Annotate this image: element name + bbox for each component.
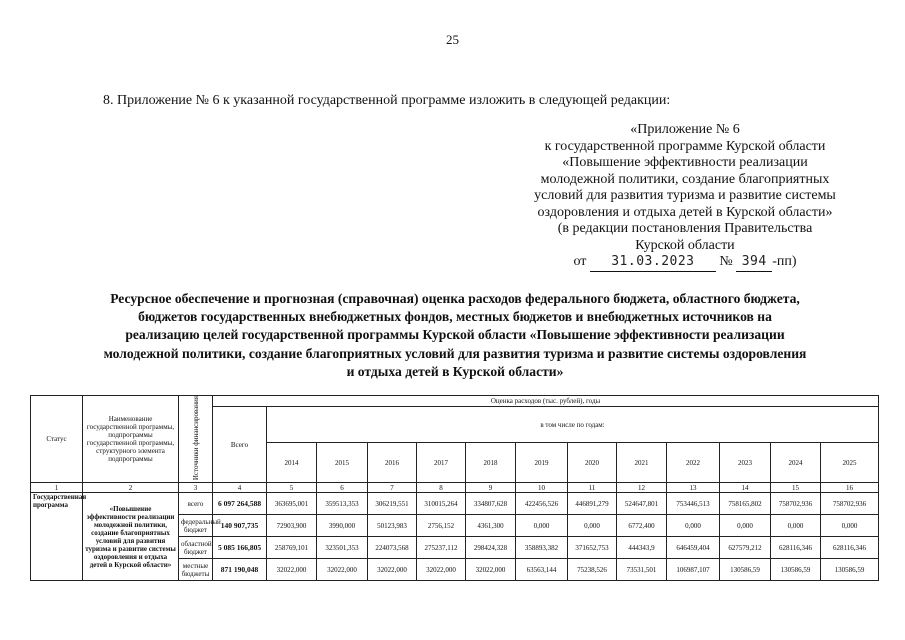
header-name: Наименование государственной программы, подпрограммы государственной программы, структурного элемента подпрограммы xyxy=(83,396,179,483)
header-year: 2019 xyxy=(516,443,568,483)
column-number: 1 xyxy=(31,483,83,493)
page-number: 25 xyxy=(446,32,459,47)
year-value-cell: 0,000 xyxy=(568,515,617,537)
intro-paragraph: 8. Приложение № 6 к указанной государственной программе изложить в следующей редакции: xyxy=(103,93,671,108)
column-number: 8 xyxy=(417,483,466,493)
total-cell: 5 085 166,805 xyxy=(213,537,267,559)
year-value-cell: 628116,346 xyxy=(771,537,821,559)
header-sources xyxy=(179,396,213,483)
document-title xyxy=(40,290,870,381)
column-number: 6 xyxy=(317,483,368,493)
program-name-cell: «Повышение эффективности реализации молодежной политики, создание благоприятных условий для развития туризма и развитие системы оздоровления и отдыха детей в Курской области» xyxy=(83,493,179,581)
column-number-row xyxy=(31,483,879,493)
year-value-cell: 72903,900 xyxy=(267,515,317,537)
date-prefix: от xyxy=(573,254,587,269)
year-value-cell: 524647,801 xyxy=(617,493,667,515)
column-number: 3 xyxy=(179,483,213,493)
budget-table xyxy=(30,395,879,581)
year-value-cell: 224073,568 xyxy=(368,537,417,559)
appendix-line: к государственной программе Курской области xyxy=(544,138,826,154)
number-prefix: № xyxy=(719,254,733,269)
header-by-years: в том числе по годам: xyxy=(267,407,879,443)
year-value-cell: 73531,501 xyxy=(617,559,667,581)
header-year: 2025 xyxy=(821,443,879,483)
year-value-cell: 75238,526 xyxy=(568,559,617,581)
year-value-cell: 371652,753 xyxy=(568,537,617,559)
decree-reference xyxy=(500,254,870,272)
appendix-line: оздоровления и отдыха детей в Курской области» xyxy=(537,204,833,220)
year-value-cell: 50123,983 xyxy=(368,515,417,537)
year-value-cell: 32022,000 xyxy=(368,559,417,581)
column-number: 10 xyxy=(516,483,568,493)
year-value-cell: 646459,404 xyxy=(667,537,720,559)
column-number: 9 xyxy=(466,483,516,493)
appendix-line: «Приложение № 6 xyxy=(630,122,740,137)
header-year: 2020 xyxy=(568,443,617,483)
year-value-cell: 358893,382 xyxy=(516,537,568,559)
column-number: 5 xyxy=(267,483,317,493)
source-cell: федеральный бюджет xyxy=(179,515,213,537)
year-value-cell: 306219,551 xyxy=(368,493,417,515)
year-value-cell: 444343,9 xyxy=(617,537,667,559)
header-year: 2017 xyxy=(417,443,466,483)
year-value-cell: 0,000 xyxy=(667,515,720,537)
year-value-cell: 32022,000 xyxy=(267,559,317,581)
year-value-cell: 3990,000 xyxy=(317,515,368,537)
source-cell: всего xyxy=(179,493,213,515)
number-suffix: -пп) xyxy=(772,254,797,269)
year-value-cell: 310015,264 xyxy=(417,493,466,515)
year-value-cell: 4361,300 xyxy=(466,515,516,537)
header-sources-label: Источники финансирования xyxy=(191,396,200,481)
year-value-cell: 359513,353 xyxy=(317,493,368,515)
year-value-cell: 758165,802 xyxy=(720,493,771,515)
status-cell: Государственная программа xyxy=(31,493,83,581)
column-number: 16 xyxy=(821,483,879,493)
year-value-cell: 32022,000 xyxy=(417,559,466,581)
header-year: 2015 xyxy=(317,443,368,483)
decree-number: 394 xyxy=(736,254,772,272)
year-value-cell: 0,000 xyxy=(516,515,568,537)
year-value-cell: 334807,628 xyxy=(466,493,516,515)
total-cell: 871 190,048 xyxy=(213,559,267,581)
column-number: 7 xyxy=(368,483,417,493)
title-line: и отдыха детей в Курской области» xyxy=(346,363,564,379)
year-value-cell: 753446,513 xyxy=(667,493,720,515)
title-line: бюджетов государственных внебюджетных фондов, местных бюджетов и внебюджетных источников на xyxy=(138,309,772,325)
appendix-line: (в редакции постановления Правительства xyxy=(557,221,813,236)
decree-date: 31.03.2023 xyxy=(590,254,716,272)
column-number: 12 xyxy=(617,483,667,493)
year-value-cell: 130586,59 xyxy=(821,559,879,581)
total-cell: 6 097 264,588 xyxy=(213,493,267,515)
column-number: 14 xyxy=(720,483,771,493)
year-value-cell: 446891,279 xyxy=(568,493,617,515)
year-value-cell: 2756,152 xyxy=(417,515,466,537)
header-total: Всего xyxy=(213,407,267,483)
title-line: Ресурсное обеспечение и прогнозная (справочная) оценка расходов федерального бюджета, областного бюджета, xyxy=(110,291,800,306)
year-value-cell: 627579,212 xyxy=(720,537,771,559)
appendix-line: «Повышение эффективности реализации xyxy=(562,155,808,170)
header-year: 2014 xyxy=(267,443,317,483)
table-body xyxy=(31,493,879,581)
year-value-cell: 628116,346 xyxy=(821,537,879,559)
year-value-cell: 106987,107 xyxy=(667,559,720,581)
appendix-line: условий для развития туризма и развитие системы xyxy=(534,188,836,203)
year-value-cell: 298424,328 xyxy=(466,537,516,559)
total-cell: 140 907,735 xyxy=(213,515,267,537)
year-value-cell: 32022,000 xyxy=(317,559,368,581)
year-value-cell: 363695,001 xyxy=(267,493,317,515)
column-number: 15 xyxy=(771,483,821,493)
column-number: 2 xyxy=(83,483,179,493)
year-value-cell: 758702,936 xyxy=(771,493,821,515)
year-value-cell: 323501,353 xyxy=(317,537,368,559)
header-year: 2023 xyxy=(720,443,771,483)
header-year: 2018 xyxy=(466,443,516,483)
year-value-cell: 275237,112 xyxy=(417,537,466,559)
year-value-cell: 0,000 xyxy=(821,515,879,537)
table-row xyxy=(31,493,879,515)
column-number: 11 xyxy=(568,483,617,493)
header-status: Статус xyxy=(31,396,83,483)
year-value-cell: 0,000 xyxy=(720,515,771,537)
title-line: реализацию целей государственной программы Курской области «Повышение эффективности реализации xyxy=(125,327,785,343)
year-value-cell: 422456,526 xyxy=(516,493,568,515)
header-year: 2016 xyxy=(368,443,417,483)
year-value-cell: 758702,936 xyxy=(821,493,879,515)
year-value-cell: 130586,59 xyxy=(720,559,771,581)
column-number: 4 xyxy=(213,483,267,493)
appendix-line: Курской области xyxy=(635,237,735,253)
year-value-cell: 6772,400 xyxy=(617,515,667,537)
year-value-cell: 63563,144 xyxy=(516,559,568,581)
column-number: 13 xyxy=(667,483,720,493)
source-cell: областной бюджет xyxy=(179,537,213,559)
source-cell: местные бюджеты xyxy=(179,559,213,581)
year-value-cell: 0,000 xyxy=(771,515,821,537)
header-year: 2024 xyxy=(771,443,821,483)
header-year: 2022 xyxy=(667,443,720,483)
year-value-cell: 258769,101 xyxy=(267,537,317,559)
title-line: молодежной политики, создание благоприятных условий для развития туризма и развитие системы оздоровления xyxy=(103,345,807,361)
header-year: 2021 xyxy=(617,443,667,483)
year-value-cell: 32022,000 xyxy=(466,559,516,581)
year-value-cell: 130586,59 xyxy=(771,559,821,581)
appendix-header xyxy=(500,122,870,272)
appendix-line: молодежной политики, создание благоприятных xyxy=(540,171,830,187)
header-estimate: Оценка расходов (тыс. рублей), годы xyxy=(213,396,879,407)
